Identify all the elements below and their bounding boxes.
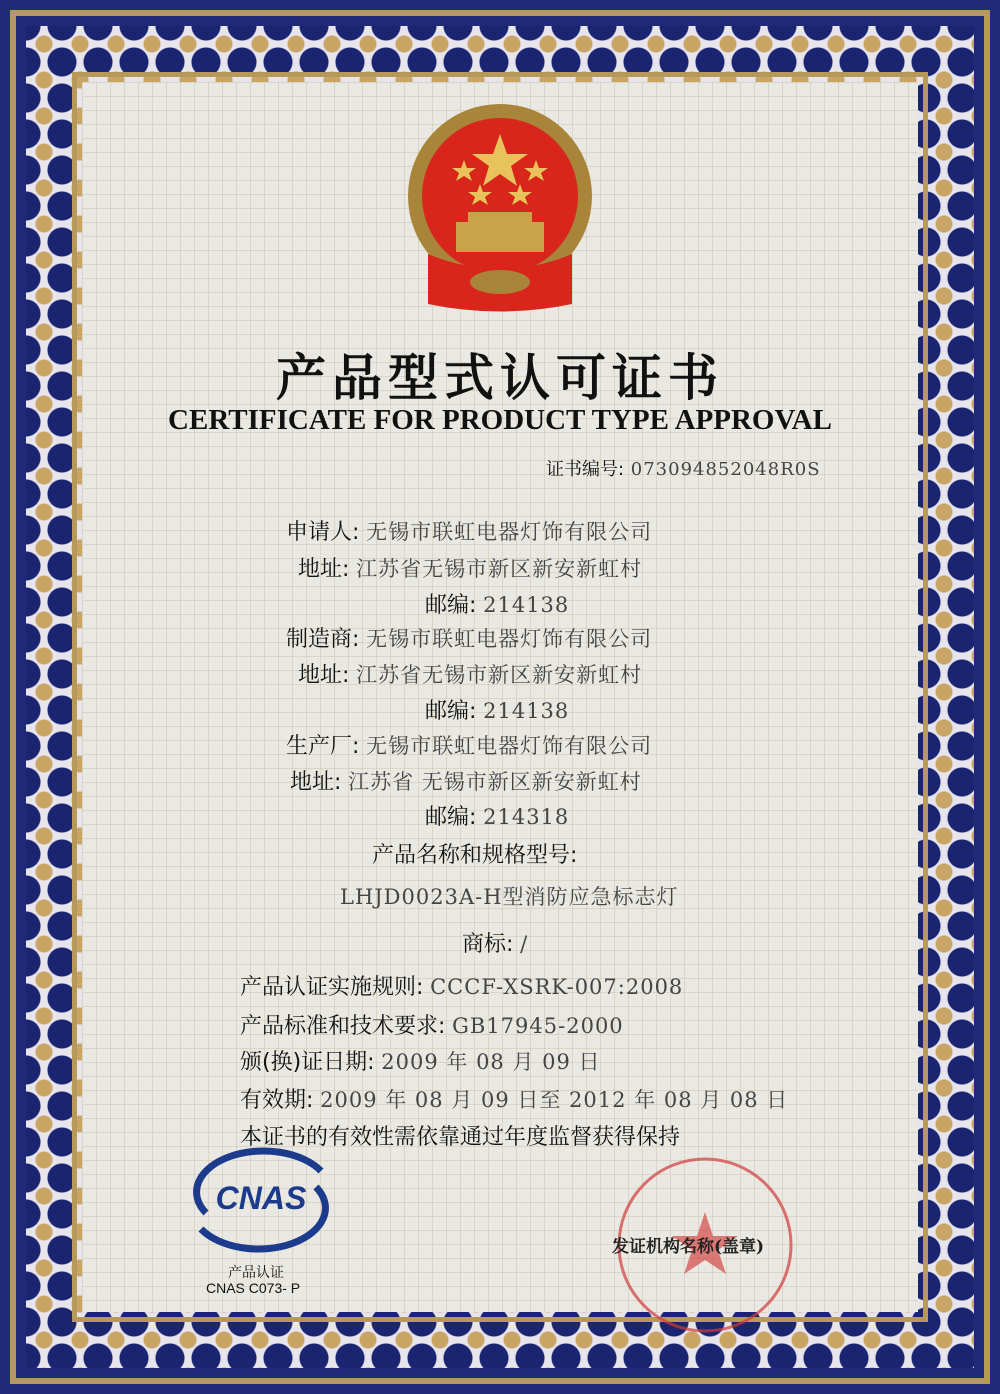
applicant-postcode-row — [425, 588, 569, 619]
certificate-number-value: 073094852048R0S — [630, 459, 821, 480]
factory-value: 无锡市联虹电器灯饰有限公司 — [366, 734, 653, 758]
standard-label: 产品标准和技术要求: — [240, 1014, 446, 1039]
certificate-title-cn: 产品型式认可证书 — [276, 349, 724, 407]
applicant-row — [286, 515, 652, 546]
manufacturer-postcode-row — [425, 694, 569, 725]
cnas-logo-icon — [186, 1143, 336, 1255]
applicant-postcode-label: 邮编: — [425, 593, 477, 618]
product-value — [340, 881, 679, 911]
validity-value: 2009 年 08 月 09 日至 2012 年 08 月 08 日 — [320, 1088, 789, 1112]
issue-date-row — [240, 1045, 601, 1076]
manufacturer-address-label: 地址: — [298, 663, 350, 688]
trademark-row — [462, 927, 528, 958]
product-value-text: LHJD0023A-H型消防应急标志灯 — [340, 885, 679, 909]
manufacturer-address-row — [298, 658, 642, 689]
manufacturer-label: 制造商: — [286, 627, 360, 652]
applicant-address-value: 江苏省无锡市新区新安新虹村 — [356, 557, 643, 581]
issuer-label: 发证机构名称(盖章) — [612, 1237, 765, 1257]
applicant-postcode-value: 214138 — [483, 593, 570, 617]
applicant-address-row — [298, 552, 642, 583]
factory-row — [286, 729, 652, 760]
cnas-logo-text: CNAS — [215, 1180, 307, 1216]
certificate-title-en: CERTIFICATE FOR PRODUCT TYPE APPROVAL — [168, 404, 832, 436]
factory-postcode-row — [425, 800, 569, 831]
certification-rule-label: 产品认证实施规则: — [240, 975, 424, 1000]
validity-notice-text: 本证书的有效性需依靠通过年度监督获得保持 — [240, 1125, 681, 1150]
standard-row — [240, 1009, 624, 1040]
factory-address-value: 江苏省 无锡市新区新安新虹村 — [348, 770, 642, 794]
certification-rule-row — [240, 970, 683, 1001]
certificate-number — [546, 455, 821, 481]
certification-rule-value: CCCF-XSRK-007:2008 — [430, 975, 684, 999]
national-emblem-icon — [398, 104, 602, 316]
certificate-number-label: 证书编号: — [546, 459, 625, 480]
factory-postcode-label: 邮编: — [425, 805, 477, 830]
validity-row — [240, 1083, 788, 1114]
manufacturer-row — [286, 622, 652, 653]
manufacturer-address-value: 江苏省无锡市新区新安新虹村 — [356, 663, 643, 687]
product-label-text: 产品名称和规格型号: — [372, 843, 578, 868]
trademark-value: / — [520, 932, 529, 956]
issue-date-value: 2009 年 08 月 09 日 — [381, 1050, 601, 1074]
validity-label: 有效期: — [240, 1088, 314, 1113]
standard-value: GB17945-2000 — [452, 1014, 624, 1038]
factory-label: 生产厂: — [286, 734, 360, 759]
issue-date-label: 颁(换)证日期: — [240, 1050, 375, 1075]
product-label — [372, 838, 577, 869]
manufacturer-value: 无锡市联虹电器灯饰有限公司 — [366, 627, 653, 651]
applicant-address-label: 地址: — [298, 557, 350, 582]
manufacturer-postcode-value: 214138 — [483, 699, 570, 723]
applicant-value: 无锡市联虹电器灯饰有限公司 — [366, 520, 653, 544]
trademark-label: 商标: — [462, 932, 514, 957]
cnas-code: CNAS C073- P — [206, 1280, 301, 1296]
factory-postcode-value: 214318 — [483, 805, 570, 829]
factory-address-label: 地址: — [290, 770, 342, 795]
factory-address-row — [290, 765, 642, 796]
manufacturer-postcode-label: 邮编: — [425, 699, 477, 724]
applicant-label: 申请人: — [286, 520, 360, 545]
cnas-caption-cn: 产品认证 — [228, 1265, 284, 1281]
